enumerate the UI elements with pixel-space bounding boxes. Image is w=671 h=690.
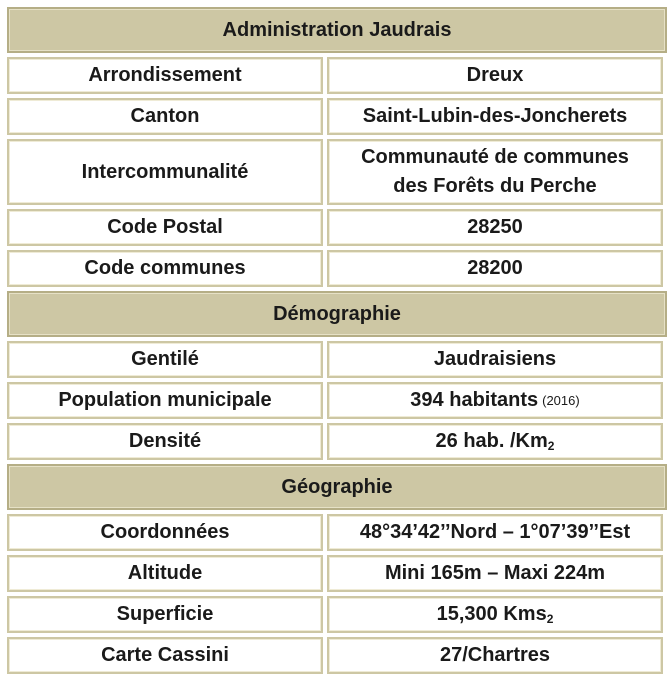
table-row-gentile	[7, 341, 667, 378]
table-row-arrondissement	[7, 57, 667, 94]
section-header-demographie	[7, 291, 667, 337]
row-label: Arrondissement	[7, 57, 323, 94]
population-value: 394 habitants	[410, 389, 539, 411]
row-label: Code Postal	[7, 209, 323, 246]
row-label: Gentilé	[7, 341, 323, 378]
row-label: Coordonnées	[7, 514, 323, 551]
table-row-population	[7, 382, 667, 419]
row-label: Superficie	[7, 596, 323, 633]
densite-value: 26 hab. /Km	[435, 430, 548, 452]
row-label: Code communes	[7, 250, 323, 287]
section-header-administration	[7, 7, 667, 53]
row-label: Carte Cassini	[7, 637, 323, 674]
superficie-value: 15,300 Kms	[436, 603, 547, 625]
table-row-carte-cassini	[7, 637, 667, 674]
superficie-superscript: 2	[546, 611, 554, 626]
row-label: Canton	[7, 98, 323, 135]
row-value: 28200	[327, 250, 663, 287]
section-header-geographie	[7, 464, 667, 510]
row-value	[327, 596, 663, 633]
section-title: Démographie	[273, 302, 401, 325]
row-value	[327, 139, 663, 205]
section-title: Géographie	[281, 475, 393, 498]
population-year: (2016)	[542, 393, 580, 408]
table-row-altitude	[7, 555, 667, 592]
row-label: Population municipale	[7, 382, 323, 419]
table-row-code-postal	[7, 209, 667, 246]
section-title: Administration Jaudrais	[222, 18, 452, 41]
row-value: Saint-Lubin-des-Joncherets	[327, 98, 663, 135]
row-label: Altitude	[7, 555, 323, 592]
row-label: Densité	[7, 423, 323, 460]
densite-superscript: 2	[547, 438, 555, 453]
table-row-intercommunalite	[7, 139, 667, 205]
row-value-line1: Communauté de communes	[361, 146, 629, 168]
table-row-coordonnees	[7, 514, 667, 551]
row-value	[327, 382, 663, 419]
table-row-densite	[7, 423, 667, 460]
table-row-superficie	[7, 596, 667, 633]
row-value	[327, 423, 663, 460]
row-value: 27/Chartres	[327, 637, 663, 674]
row-label: Intercommunalité	[7, 139, 323, 205]
row-value: Jaudraisiens	[327, 341, 663, 378]
table-row-code-communes	[7, 250, 667, 287]
row-value: 48°34’42’’Nord – 1°07’39’’Est	[327, 514, 663, 551]
row-value: Dreux	[327, 57, 663, 94]
row-value-line2: des Forêts du Perche	[393, 175, 597, 197]
row-value: Mini 165m – Maxi 224m	[327, 555, 663, 592]
row-value: 28250	[327, 209, 663, 246]
table-row-canton	[7, 98, 667, 135]
info-table	[7, 7, 667, 678]
